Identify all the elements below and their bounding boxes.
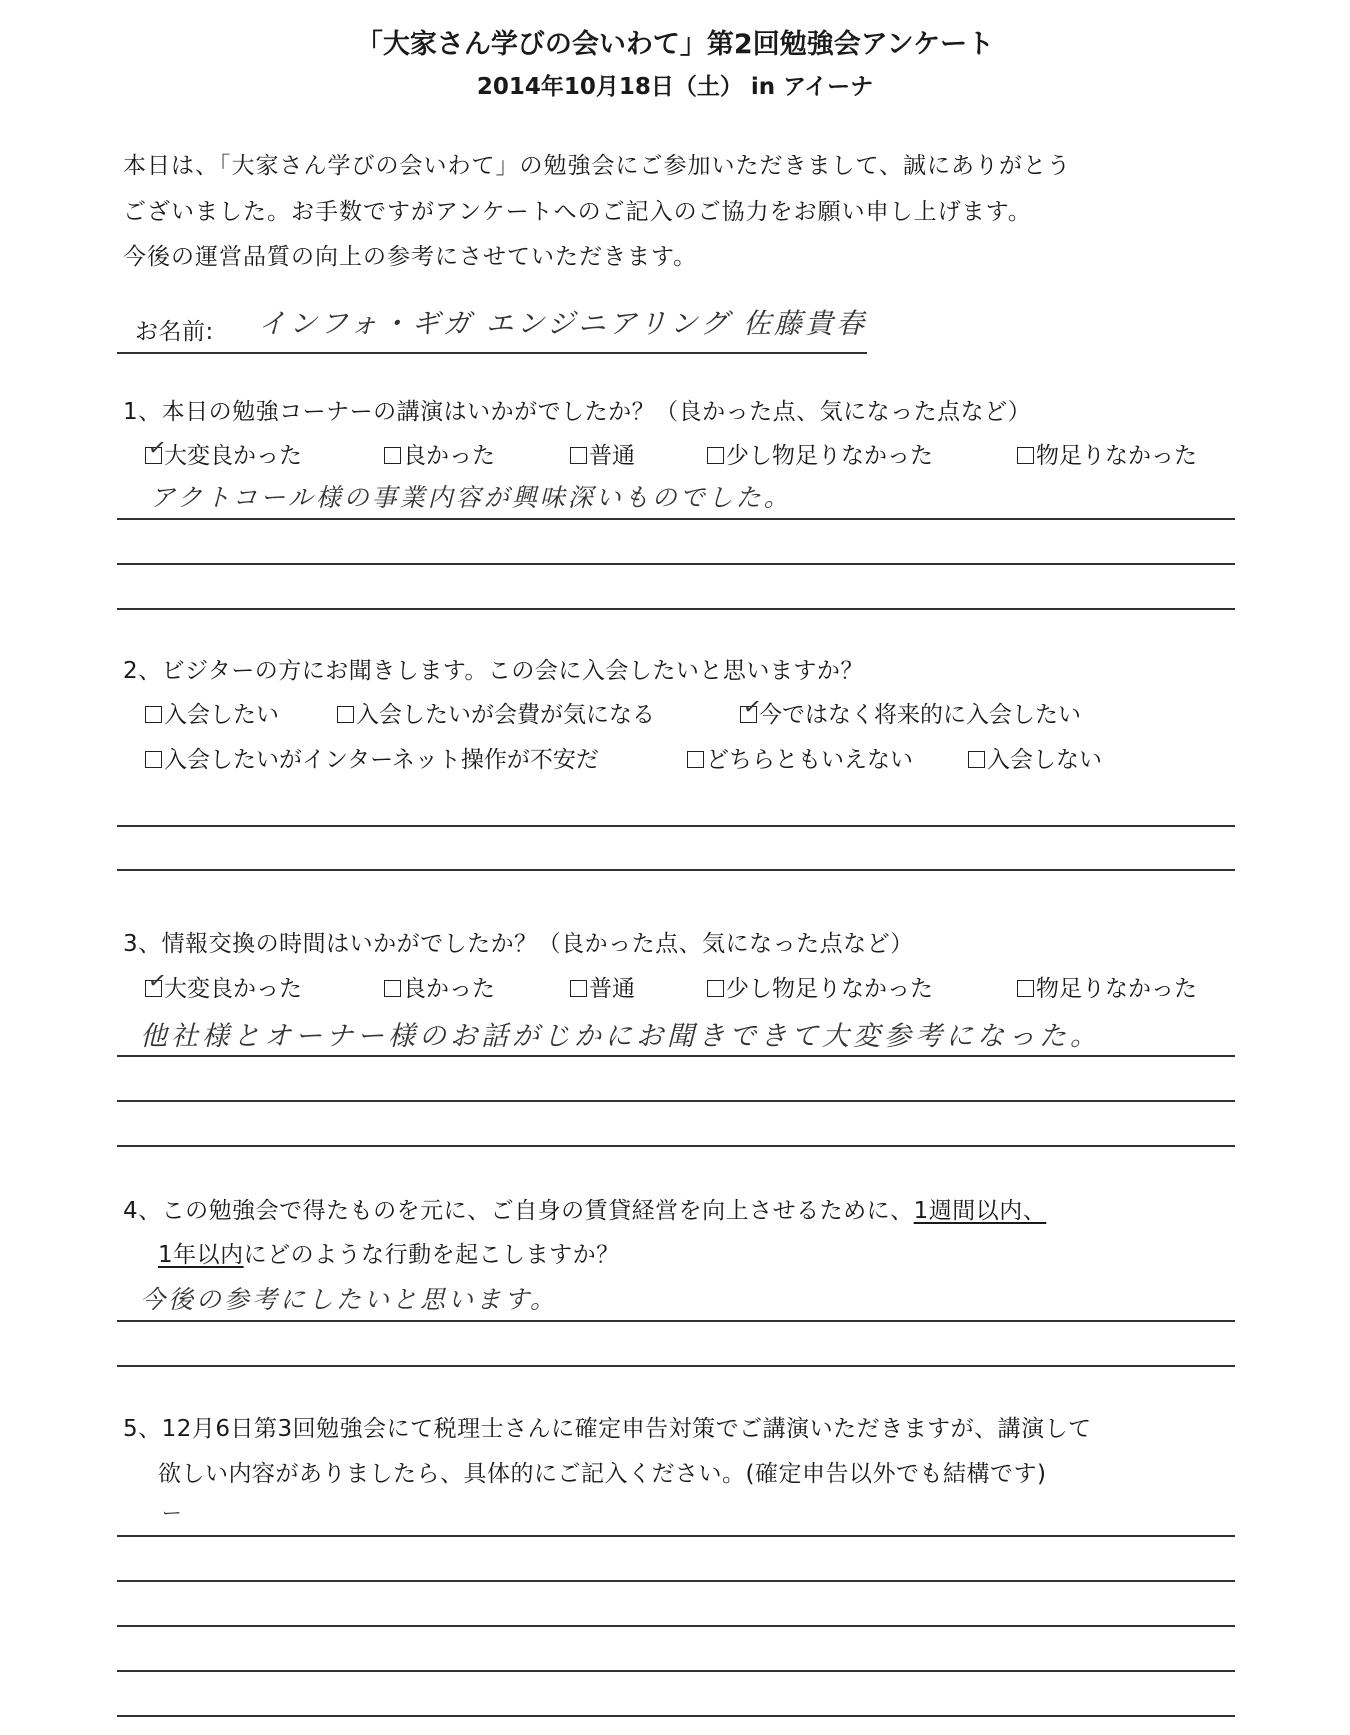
q2-checkbox-5[interactable] [687, 751, 704, 768]
name-label: お名前: [135, 319, 214, 345]
q5-answer-line-1 [117, 1535, 1235, 1537]
q5-answer-line-4 [117, 1670, 1235, 1672]
q1-answer-line-2 [117, 563, 1235, 565]
q1-checkbox-3[interactable] [570, 447, 587, 464]
checkmark-icon: ✓ [146, 434, 169, 463]
q4-question-line-2: 1年以内にどのような行動を起こしますか？ [158, 1242, 620, 1268]
q5-answer-line-3 [117, 1625, 1235, 1627]
q1-checkbox-4[interactable] [707, 447, 724, 464]
q2-answer-line-1 [117, 825, 1235, 827]
survey-title: 「大家さん学びの会いわて」第2回勉強会アンケート [355, 29, 995, 60]
q5-answer-line-5 [117, 1715, 1235, 1717]
q2-option-1[interactable]: 入会したい [145, 696, 279, 729]
survey-date-venue: 2014年10月18日（土） in アイーナ [476, 74, 874, 100]
q1-checkbox-2[interactable] [384, 447, 401, 464]
q1-option-3[interactable]: 普通 [570, 437, 635, 470]
q3-option-2[interactable]: 良かった [384, 970, 495, 1003]
q1-answer-line-1 [117, 518, 1235, 520]
q2-question: 2、ビジターの方にお聞きします。この会に入会したいと思いますか？ [123, 658, 864, 684]
q5-answer[interactable]: ー [160, 1501, 183, 1525]
q2-checkbox-2[interactable] [337, 706, 354, 723]
q2-option-2[interactable]: 入会したいが会費が気になる [337, 696, 655, 729]
q5-question-line-2: 欲しい内容がありましたら、具体的にご記入ください。(確定申告以外でも結構です) [158, 1461, 1047, 1487]
q5-question-line-1: 5、12月6日第3回勉強会にて税理士さんに確定申告対策でご講演いただきますが、講演して [123, 1416, 1092, 1442]
q2-answer-line-2 [117, 869, 1235, 871]
q2-option-4[interactable]: 入会したいがインターネット操作が不安だ [145, 741, 599, 774]
q1-option-1[interactable]: ✓ 大変良かった [146, 434, 302, 469]
q2-checkbox-6[interactable] [968, 751, 985, 768]
q3-checkbox-4[interactable] [707, 980, 724, 997]
q1-option-4[interactable]: 少し物足りなかった [707, 437, 933, 470]
q3-checkbox-2[interactable] [384, 980, 401, 997]
q2-checkbox-1[interactable] [145, 706, 162, 723]
q4-underlined-one-week: 1週間以内、 [913, 1198, 1047, 1224]
name-underline [117, 352, 867, 354]
q3-answer-line-1 [117, 1055, 1235, 1057]
q2-option-6[interactable]: 入会しない [968, 741, 1102, 774]
q3-answer-line-3 [117, 1145, 1235, 1147]
q1-option-2[interactable]: 良かった [384, 437, 495, 470]
q5-answer-line-2 [117, 1580, 1235, 1582]
name-value[interactable]: インフォ・ギガ エンジニアリング 佐藤貴春 [258, 307, 868, 340]
q1-question: 1、本日の勉強コーナーの講演はいかがでしたか？（良かった点、気になった点など） [123, 399, 1032, 425]
q1-answer[interactable]: アクトコール様の事業内容が興味深いものでした。 [150, 483, 792, 512]
q3-answer[interactable]: 他社様とオーナー様のお話がじかにお聞きできて大変参考になった。 [140, 1021, 1101, 1052]
q3-answer-line-2 [117, 1100, 1235, 1102]
q2-option-5[interactable]: どちらともいえない [687, 741, 913, 774]
q1-checkbox-5[interactable] [1017, 447, 1034, 464]
q4-question-line-1: 4、この勉強会で得たものを元に、ご自身の賃貸経営を向上させるために、1週間以内、 [123, 1198, 1047, 1224]
checkmark-icon: ✓ [146, 967, 169, 996]
q4-answer[interactable]: 今後の参考にしたいと思います。 [140, 1285, 559, 1314]
q4-underlined-one-year: 1年以内 [158, 1242, 244, 1268]
q2-checkbox-4[interactable] [145, 751, 162, 768]
q3-option-1[interactable]: ✓ 大変良かった [146, 967, 302, 1002]
intro-line-2: ございました。お手数ですがアンケートへのご記入のご協力をお願い申し上げます。 [123, 199, 1032, 225]
q1-answer-line-3 [117, 608, 1235, 610]
q4-answer-line-2 [117, 1365, 1235, 1367]
q3-checkbox-3[interactable] [570, 980, 587, 997]
q3-option-5[interactable]: 物足りなかった [1017, 970, 1197, 1003]
checkmark-icon: ✓ [741, 693, 764, 722]
q3-question: 3、情報交換の時間はいかがでしたか？（良かった点、気になった点など） [123, 931, 914, 957]
intro-line-3: 今後の運営品質の向上の参考にさせていただきます。 [123, 244, 698, 270]
q2-checkbox-3[interactable] [740, 693, 764, 723]
q3-option-4[interactable]: 少し物足りなかった [707, 970, 933, 1003]
q3-checkbox-1[interactable] [145, 967, 169, 997]
q1-option-5[interactable]: 物足りなかった [1017, 437, 1197, 470]
q3-option-3[interactable]: 普通 [570, 970, 635, 1003]
intro-line-1: 本日は、「大家さん学びの会いわて」の勉強会にご参加いただきまして、誠にありがとう [123, 153, 1072, 179]
q3-checkbox-5[interactable] [1017, 980, 1034, 997]
q1-checkbox-1[interactable] [145, 434, 169, 464]
q4-answer-line-1 [117, 1320, 1235, 1322]
q2-option-3[interactable]: ✓ 今ではなく将来的に入会したい [741, 693, 1081, 728]
